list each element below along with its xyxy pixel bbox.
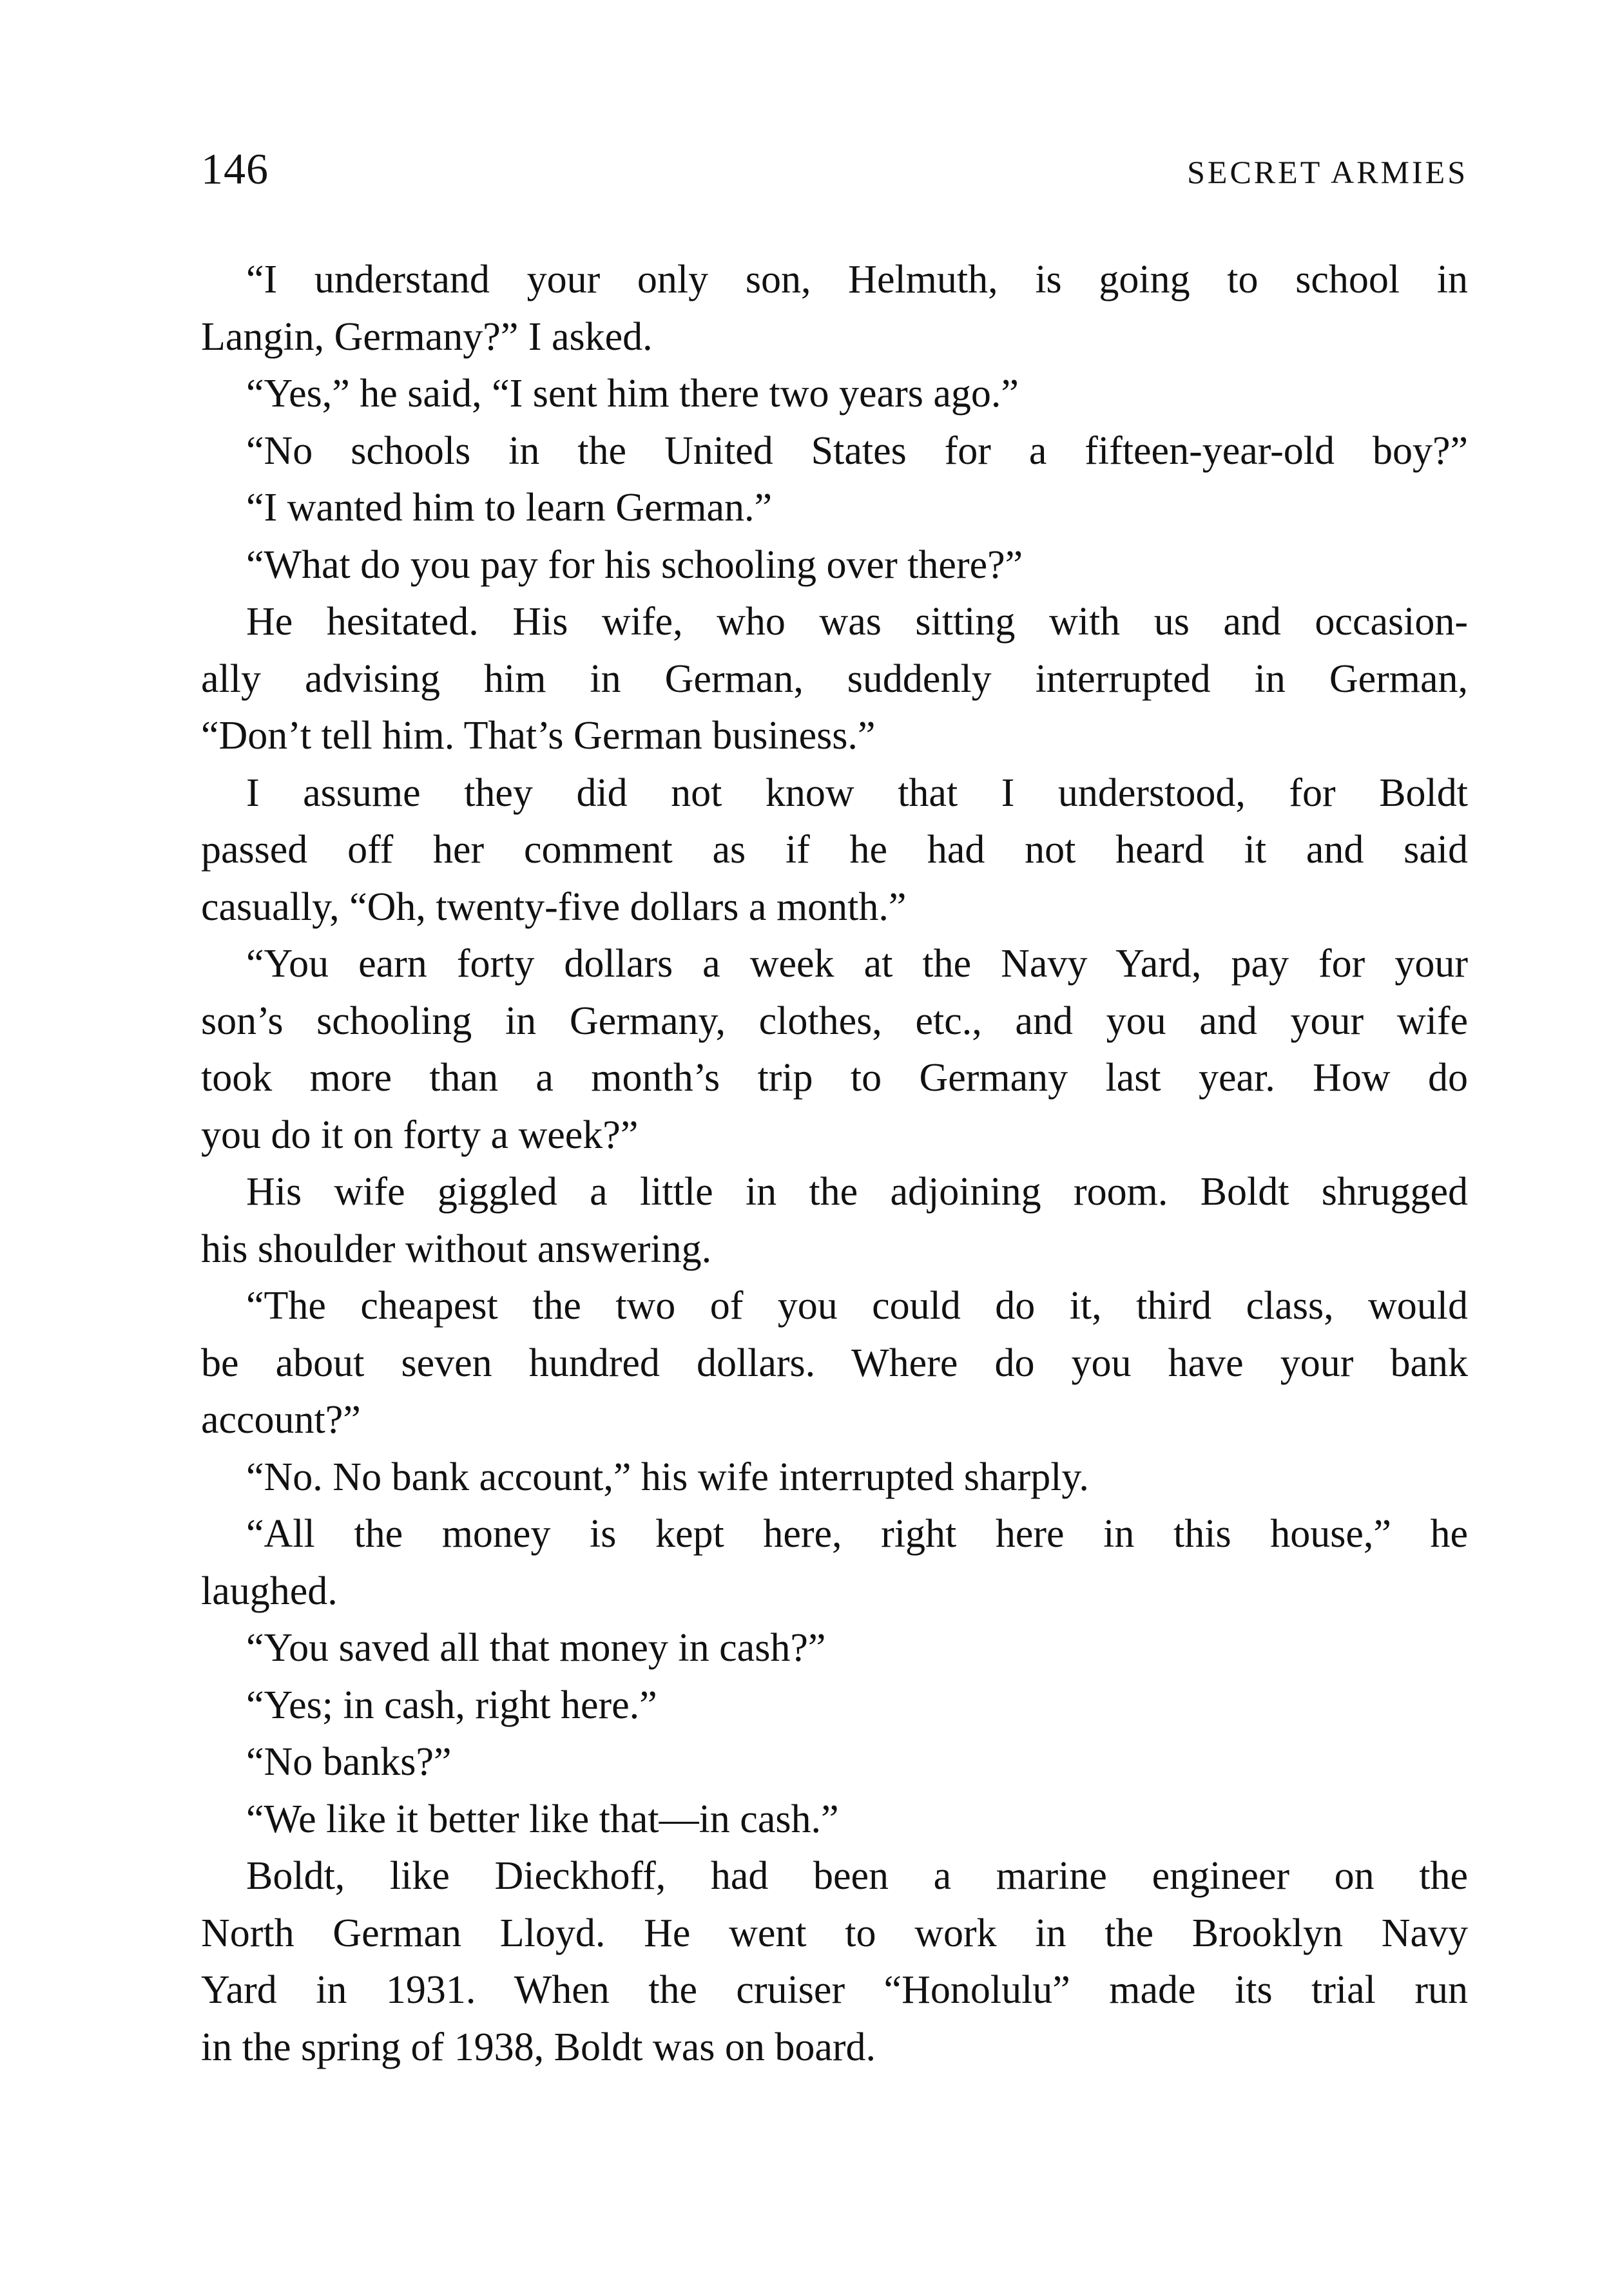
text-line: Langin, Germany?” I asked. [201, 314, 653, 359]
text-line: “We like it better like that—in cash.” [246, 1797, 839, 1841]
text-line: in the spring of 1938, Boldt was on board. [201, 2025, 876, 2069]
text-line: His wife giggled a little in the adjoining room. Boldt shrugged [246, 1170, 1468, 1214]
text-line: He hesitated. His wife, who was sitting with us and occasion- [246, 600, 1468, 644]
text-line: “Don’t tell him. That’s German business.” [201, 714, 876, 758]
text-line: “You earn forty dollars a week at the Navy Yard, pay for your [246, 942, 1468, 986]
text-line: be about seven hundred dollars. Where do you have your bank [201, 1341, 1468, 1385]
text-line: laughed. [201, 1569, 338, 1613]
text-line: “No. No bank account,” his wife interrupted sharply. [246, 1455, 1089, 1499]
text-line: passed off her comment as if he had not heard it and said [201, 828, 1468, 872]
text-line: you do it on forty a week?” [201, 1113, 639, 1157]
page-number: 146 [201, 144, 269, 193]
text-line: “Yes,” he said, “I sent him there two years ago.” [246, 372, 1019, 416]
text-line: Boldt, like Dieckhoff, had been a marine engineer on the [246, 1854, 1468, 1898]
text-line: account?” [201, 1398, 361, 1442]
text-line: I assume they did not know that I understood, for Boldt [246, 770, 1468, 815]
text-line: “What do you pay for his schooling over there?” [246, 542, 1023, 587]
text-line: son’s schooling in Germany, clothes, etc., and you and your wife [201, 999, 1468, 1043]
text-line: “You saved all that money in cash?” [246, 1626, 826, 1670]
text-line: “Yes; in cash, right here.” [246, 1683, 657, 1727]
text-line: took more than a month’s trip to Germany last year. How do [201, 1056, 1468, 1100]
text-line: “No schools in the United States for a fifteen-year-old boy?” [246, 428, 1468, 473]
text-line: “I understand your only son, Helmuth, is going to school in [246, 258, 1468, 301]
text-line: “No banks?” [246, 1740, 452, 1784]
text-line: “The cheapest the two of you could do it, third class, would [246, 1284, 1468, 1328]
book-title: SECRET ARMIES [1187, 154, 1468, 190]
text-line: ally advising him in German, suddenly interrupted in German, [201, 656, 1468, 701]
text-line: his shoulder without answering. [201, 1227, 712, 1271]
text-line: casually, “Oh, twenty-five dollars a month.” [201, 885, 907, 929]
running-head [201, 143, 1468, 195]
text-line: “All the money is kept here, right here in this house,” he [246, 1512, 1468, 1556]
text-line: North German Lloyd. He went to work in the Brooklyn Navy [201, 1911, 1468, 1955]
text-line: Yard in 1931. When the cruiser “Honolulu” made its trial run [201, 1968, 1468, 2012]
body-text [201, 251, 1468, 2076]
text-line: “I wanted him to learn German.” [246, 486, 772, 530]
